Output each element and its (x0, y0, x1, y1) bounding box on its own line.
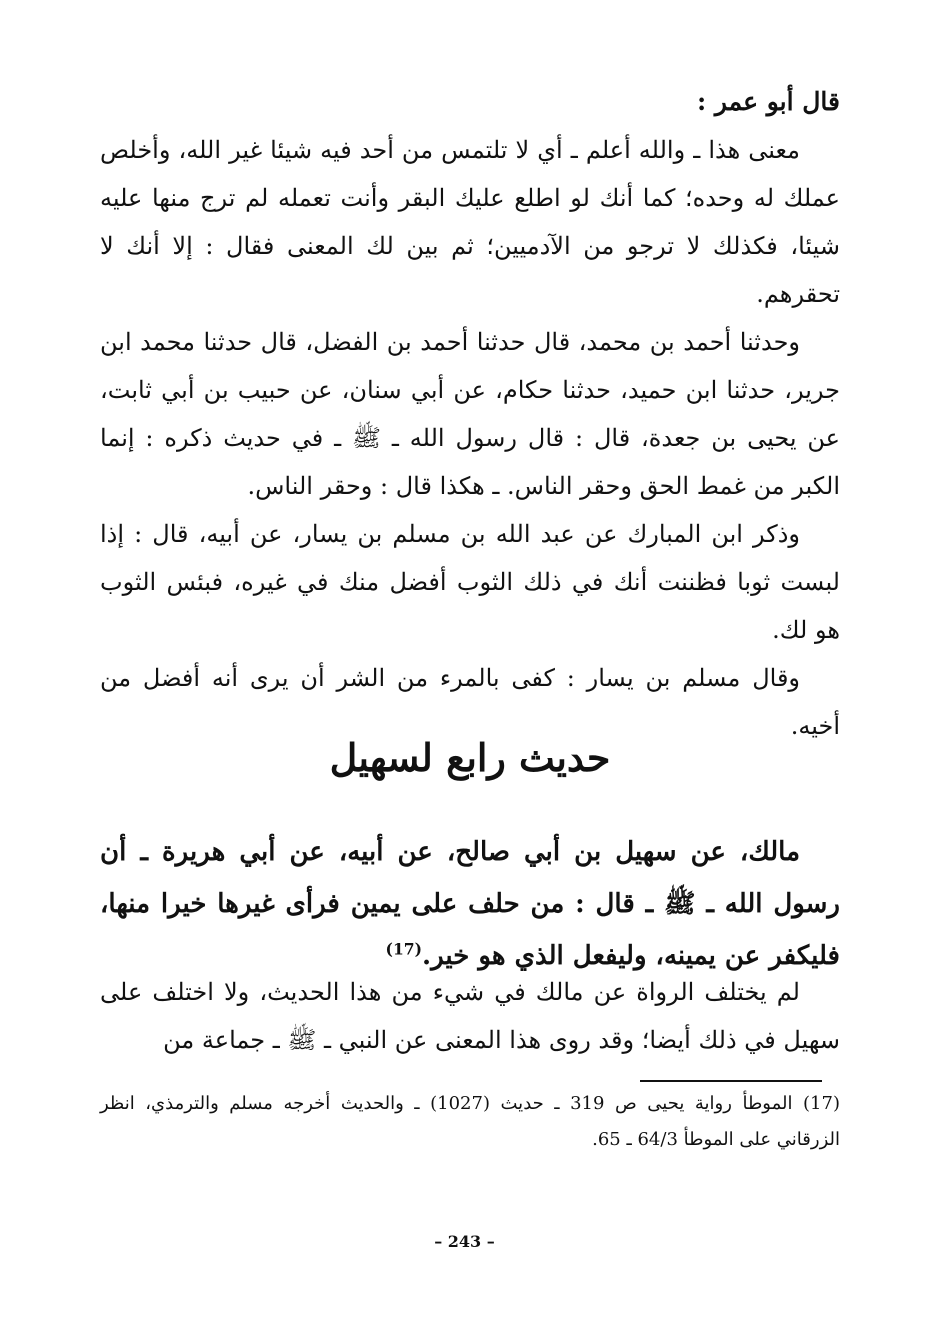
footnote-reference: (17) (385, 939, 423, 959)
footnote-divider (640, 1080, 822, 1082)
hadith-body: مالك، عن سهيل بن أبي صالح، عن أبيه، عن أبي هريرة ـ أن رسول الله ـ ﷺ ـ قال : من حلف على يمين فرأى غيرها خيرا منها، فليكفر عن يمينه، وليفعل الذي هو خير. (100, 837, 840, 971)
paragraph-muslim-ibn-yasar: وقال مسلم بن يسار : كفى بالمرء من الشر أن يرى أنه أفضل من أخيه. (100, 664, 840, 740)
paragraph-ibn-mubarak: وذكر ابن المبارك عن عبد الله بن مسلم بن يسار، عن أبيه، قال : إذا لبست ثوبا فظننت أنك في ذلك الثوب أفضل منك في غيره، فبئس الثوب هو لك. (100, 520, 840, 644)
paragraph-meaning: معنى هذا ـ والله أعلم ـ أي لا تلتمس من أحد فيه شيئا غير الله، وأخلص عملك له وحده؛ كما أنك لو اطلع عليك البقر وأنت تعمله لم ترج منها عليه شيئا، فكذلك لا ترجو من الآدميين؛ ثم بين لك المعنى فقال : إلا أنك لا تحقرهم. (100, 136, 840, 308)
intro-section (100, 78, 840, 750)
page-number: – 243 – (434, 1232, 495, 1251)
commentary-paragraph: لم يختلف الرواة عن مالك في شيء من هذا الحديث، ولا اختلف على سهيل في ذلك أيضا؛ وقد روى هذا المعنى عن النبي ـ ﷺ ـ جماعة من (100, 978, 840, 1054)
footnote: (17) الموطأ رواية يحيى ص 319 ـ حديث (1027) ـ والحديث أخرجه مسلم والترمذي، انظر الزرقاني على الموطأ 64/3 ـ 65. (100, 1093, 840, 1150)
speaker-heading: قال أبو عمر : (696, 87, 840, 116)
commentary-text (100, 968, 840, 1064)
hadith-text (100, 826, 840, 982)
paragraph-isnad: وحدثنا أحمد بن محمد، قال حدثنا أحمد بن الفضل، قال حدثنا محمد ابن جرير، حدثنا ابن حميد، حدثنا حكام، عن أبي سنان، عن حبيب بن أبي ثابت، عن يحيى بن جعدة، قال : قال رسول الله ـ ﷺ ـ في حديث ذكره : إنما الكبر من غمط الحق وحقر الناس. ـ هكذا قال : وحقر الناس. (100, 328, 840, 500)
section-title: حديث رابع لسهيل (329, 735, 611, 780)
